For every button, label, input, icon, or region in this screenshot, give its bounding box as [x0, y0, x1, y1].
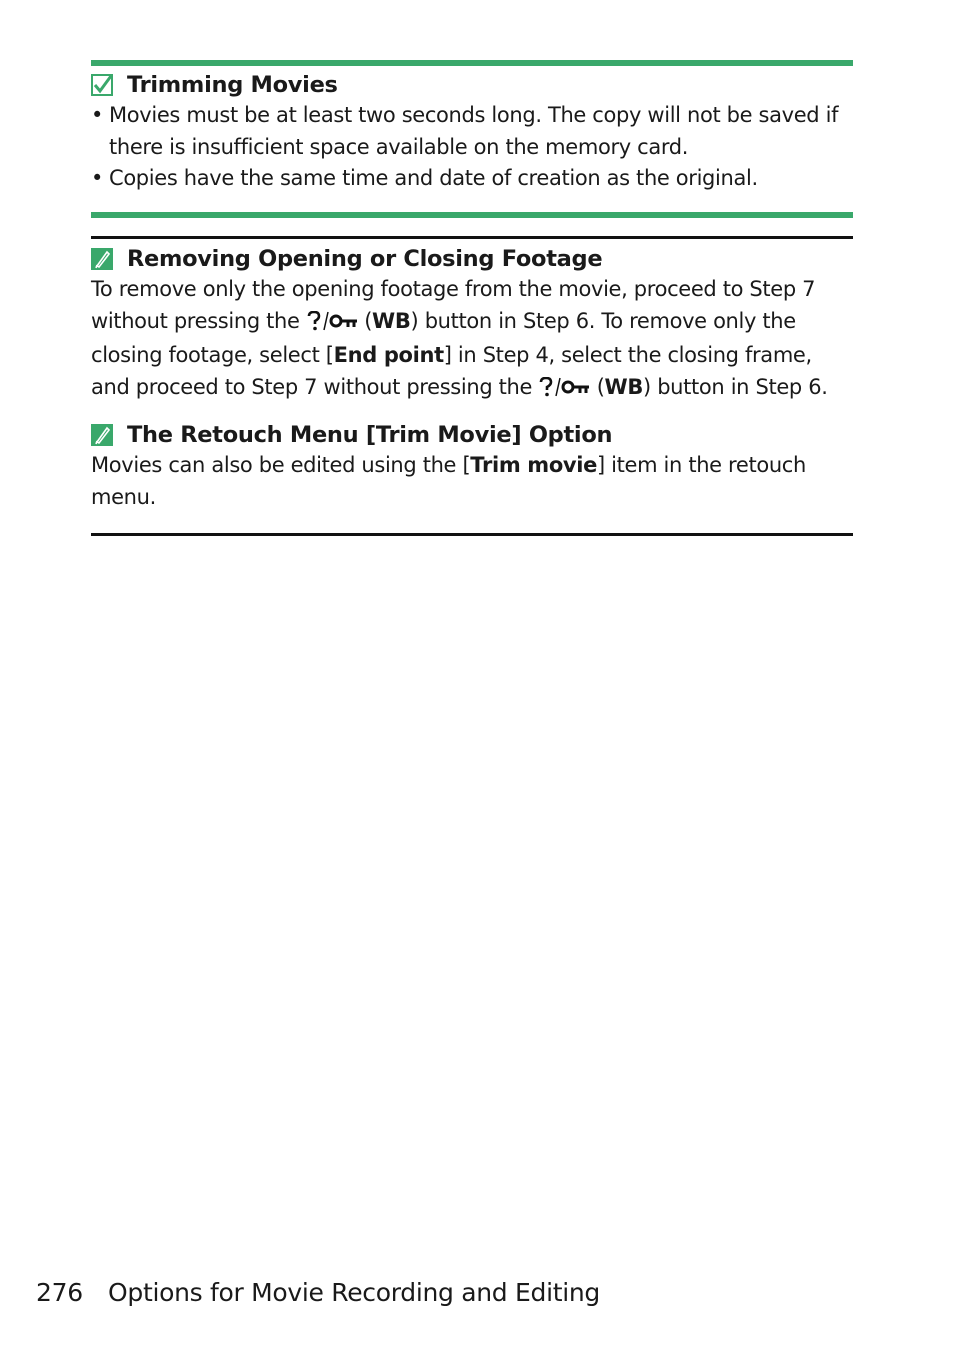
paragraph-text: To remove only the opening footage from the movie, proceed to Step 7 without pressing the: [91, 277, 816, 333]
list-item: • Copies have the same time and date of creation as the original.: [91, 163, 853, 195]
trimming-movies-title: Trimming Movies: [127, 72, 338, 98]
note-bottom-rule: [91, 212, 853, 218]
paragraph-text: ) button in Step 6. To remove only the closing footage, select [: [91, 308, 796, 367]
page-footer: [36, 1274, 600, 1312]
trimming-movies-note: [91, 60, 853, 218]
page-number: 276: [36, 1278, 83, 1307]
paragraph-text: ) button in Step 6.: [643, 374, 828, 399]
help-protect-icon: [306, 309, 358, 341]
pencil-note-icon: [91, 248, 113, 270]
removing-footage-note: [91, 236, 853, 406]
list-item: • Movies must be at least two seconds long. The copy will not be saved if there is insufficient space available on the memory card.: [91, 100, 853, 163]
wb-button-label: WB: [604, 374, 644, 399]
paragraph-text: ] item in the retouch menu.: [91, 453, 806, 509]
pencil-note-icon: [91, 424, 113, 446]
trimming-movies-heading: [91, 70, 853, 100]
section-top-rule: [91, 236, 853, 239]
check-icon: [91, 74, 113, 96]
removing-footage-heading: [91, 244, 853, 274]
retouch-menu-title: The Retouch Menu [Trim Movie] Option: [127, 422, 613, 448]
retouch-menu-note: [91, 420, 853, 536]
removing-footage-text: To remove only the opening footage from the movie, proceed to Step 7 without pressing the (WB) button in Step 6. To remove only the closing footage, select [End point] in Step 4, select the closing frame, and proceed to Step 7 without pressing the (WB) button in Step 6.: [91, 274, 853, 406]
paragraph-text: Movies can also be edited using the [: [91, 453, 471, 477]
retouch-menu-text: [91, 450, 853, 513]
section-bottom-rule: [91, 533, 853, 536]
chapter-title: Options for Movie Recording and Editing: [108, 1278, 600, 1307]
help-protect-icon: [538, 375, 590, 407]
trimming-movies-list: [91, 100, 853, 195]
trim-movie-option: Trim movie: [470, 453, 598, 477]
note-top-rule: [91, 60, 853, 66]
paragraph-text: ] in Step 4, select the closing frame, and proceed to Step 7 without pressing the: [91, 343, 812, 399]
retouch-menu-heading: [91, 420, 853, 450]
end-point-option: End point: [333, 343, 444, 367]
wb-button-label: WB: [372, 308, 411, 333]
removing-footage-title: Removing Opening or Closing Footage: [127, 246, 603, 272]
